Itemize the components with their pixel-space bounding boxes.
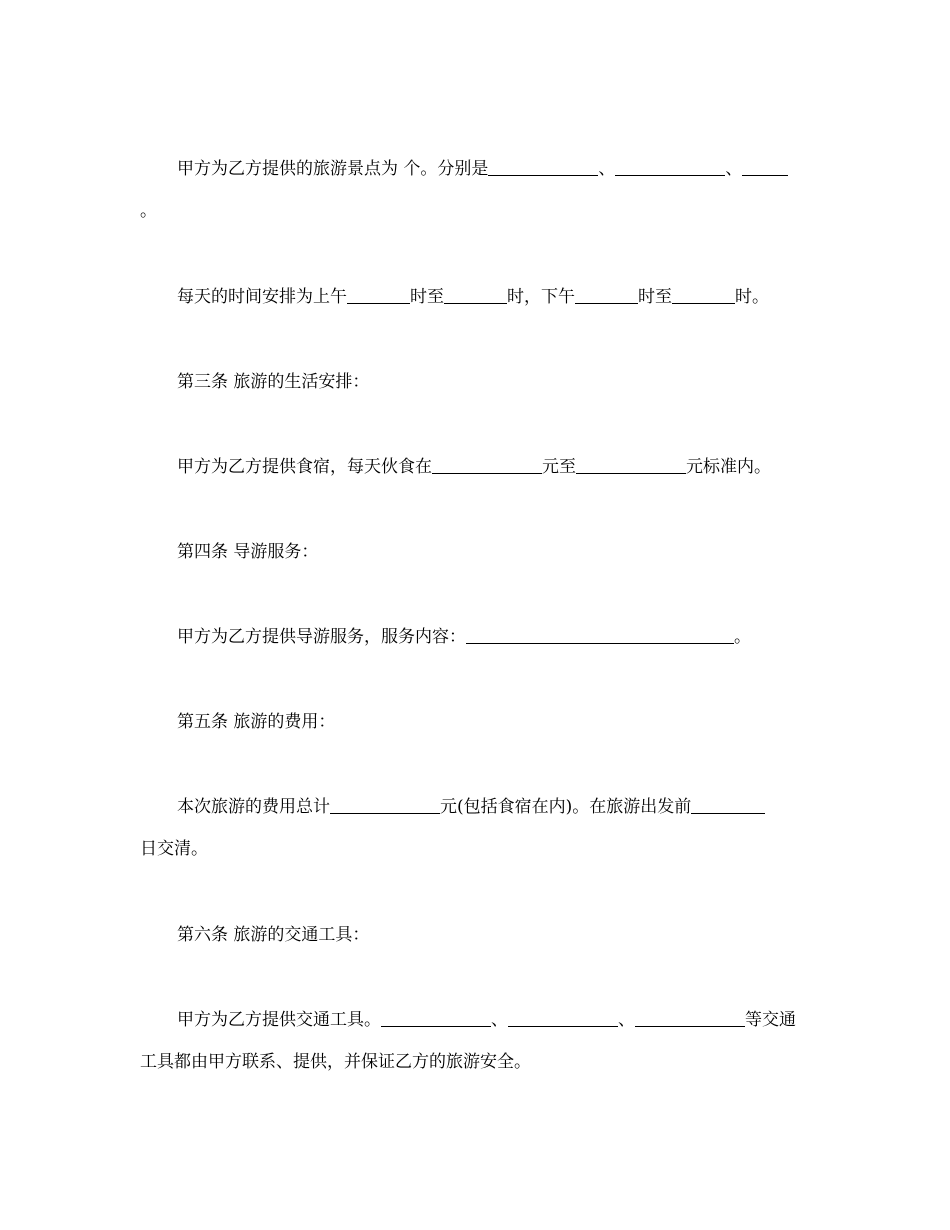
text-guide-intro: 甲方为乙方提供导游服务，服务内容： [177,627,466,647]
blank-afternoon-start[interactable] [575,285,638,304]
text-transport-end: 工具都由甲方联系、提供，并保证乙方的旅游安全。 [140,1052,531,1072]
paragraph-guide-service [140,618,812,656]
article-6-heading [140,916,812,954]
blank-spot-1[interactable] [488,157,598,176]
text-hour-end: 时。 [735,287,769,307]
article-5-heading [140,703,812,741]
separator: 、 [598,159,616,179]
separator: 、 [491,1010,508,1030]
text-schedule-intro: 每天的时间安排为上午 [177,287,347,307]
heading-text: 第四条 导游服务： [177,542,319,562]
paragraph-daily-schedule [140,278,812,316]
text-scenic-intro: 甲方为乙方提供的旅游景点为 个。分别是 [177,159,489,179]
blank-transport-3[interactable] [635,1008,745,1027]
blank-morning-start[interactable] [347,285,410,304]
text-fee-end: 日交清。 [140,839,208,859]
text-transport-intro: 甲方为乙方提供交通工具。 [177,1010,381,1030]
heading-text: 第三条 旅游的生活安排： [177,372,370,392]
paragraph-fees [140,788,812,826]
text-period: 。 [734,627,751,647]
blank-fee-days[interactable] [691,795,765,814]
heading-text: 第五条 旅游的费用： [177,712,336,732]
paragraph-transport-end [140,1043,812,1081]
article-4-heading [140,533,812,571]
blank-transport-1[interactable] [381,1008,491,1027]
blank-afternoon-end[interactable] [672,285,735,304]
text-period: 。 [140,201,157,221]
text-yuan-standard: 元标准内。 [686,457,771,477]
paragraph-scenic-spots [140,150,812,188]
blank-meal-max[interactable] [576,455,686,474]
paragraph-meals [140,448,812,486]
paragraph-scenic-end [140,192,812,230]
blank-meal-min[interactable] [432,455,542,474]
text-hour-to: 时至 [638,287,672,307]
text-hour-to: 时至 [410,287,444,307]
text-fee-intro: 本次旅游的费用总计 [177,797,330,817]
heading-text: 第六条 旅游的交通工具： [177,925,370,945]
separator: 、 [618,1010,635,1030]
blank-spot-2[interactable] [615,157,725,176]
text-transport-tail: 等交通 [745,1010,796,1030]
text-afternoon: 时，下午 [507,287,575,307]
paragraph-fees-end [140,830,812,868]
text-meals-intro: 甲方为乙方提供食宿，每天伙食在 [177,457,432,477]
blank-spot-3[interactable] [742,157,788,176]
separator: 、 [725,159,743,179]
text-yuan-to: 元至 [542,457,576,477]
paragraph-transport [140,1001,812,1039]
blank-transport-2[interactable] [508,1008,618,1027]
article-3-heading [140,363,812,401]
text-fee-middle: 元(包括食宿在内)。在旅游出发前 [440,797,692,817]
blank-guide-content[interactable] [466,625,734,644]
blank-fee-total[interactable] [330,795,440,814]
blank-morning-end[interactable] [444,285,507,304]
